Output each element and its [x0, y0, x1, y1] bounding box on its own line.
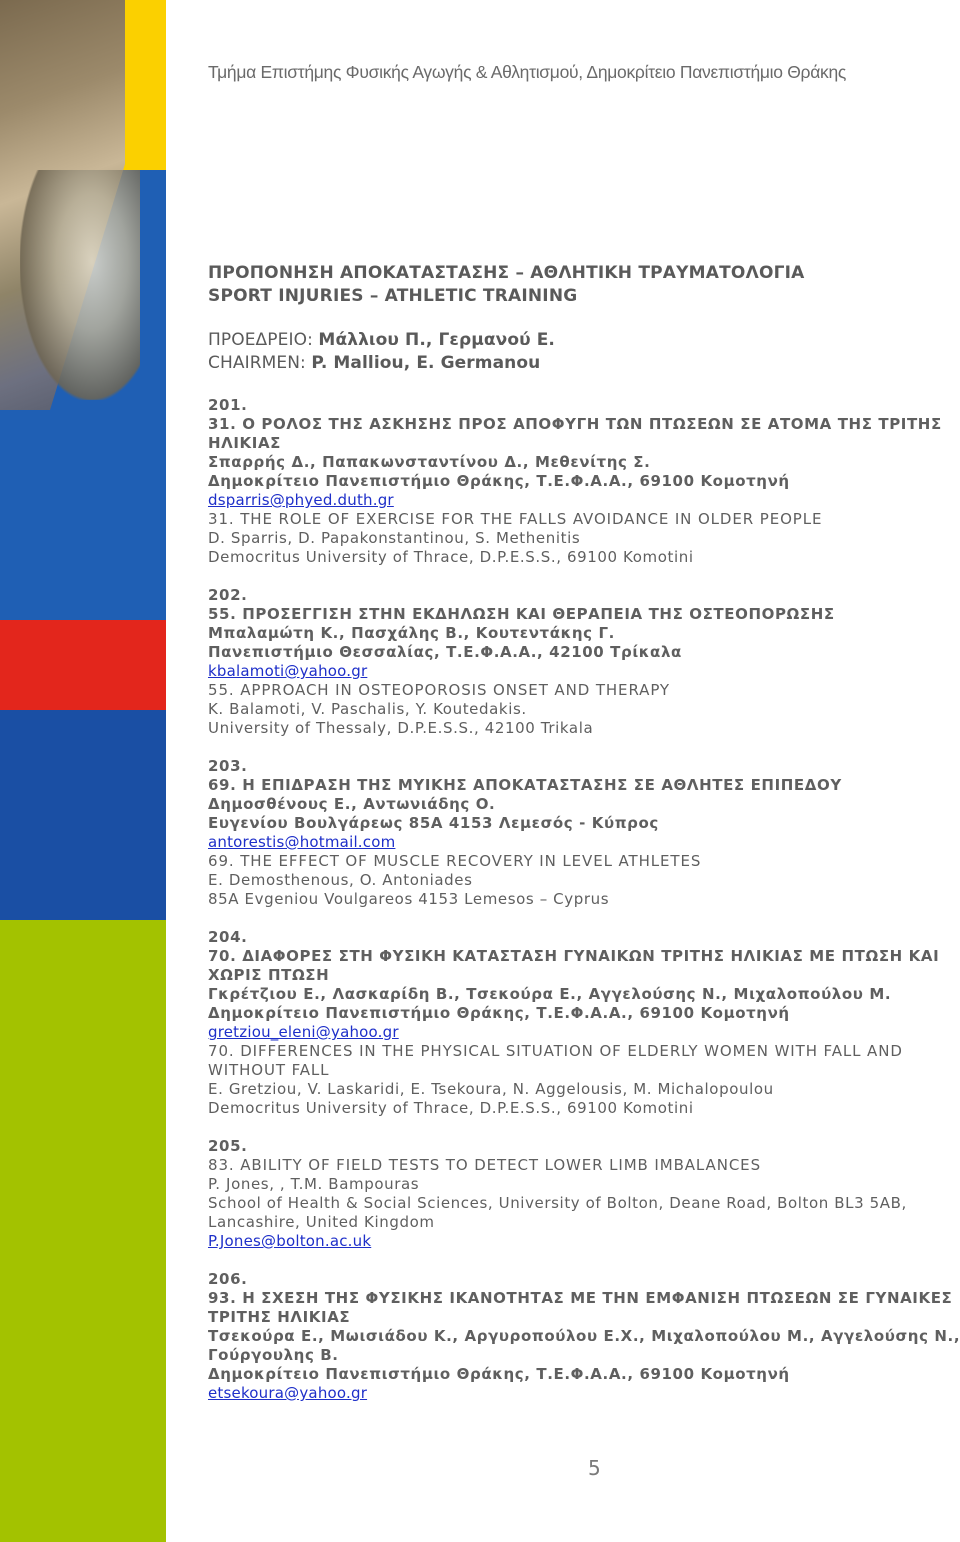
entry-affiliation-greek: Δημοκρίτειο Πανεπιστήμιο Θράκης, Τ.Ε.Φ.Α.Α., 69100 Κομοτηνή — [208, 1365, 790, 1383]
entry-number: 205. — [208, 1137, 248, 1155]
entry-title-english: 31. THE ROLE OF EXERCISE FOR THE FALLS AVOIDANCE IN OLDER PEOPLE — [208, 510, 823, 528]
entry-affiliation-english: Democritus University of Thrace, D.P.E.S.S., 69100 Komotini — [208, 1099, 694, 1117]
abstract-entry-203 — [208, 757, 958, 909]
entry-affiliation-english: Democritus University of Thrace, D.P.E.S.S., 69100 Komotini — [208, 548, 694, 566]
entry-affiliation-greek: Δημοκρίτειο Πανεπιστήμιο Θράκης, Τ.Ε.Φ.Α.Α., 69100 Κομοτηνή — [208, 1004, 790, 1022]
entry-email-link[interactable]: dsparris@phyed.duth.gr — [208, 491, 394, 509]
entry-title-english: 69. THE EFFECT OF MUSCLE RECOVERY IN LEVEL ATHLETES — [208, 852, 702, 870]
entry-authors-greek: Δημοσθένους Ε., Αντωνιάδης Ο. — [208, 795, 496, 813]
entry-affiliation-english: 85A Evgeniou Voulgareos 4153 Lemesos – Cyprus — [208, 890, 610, 908]
page-header: Τμήμα Επιστήμης Φυσικής Αγωγής & Αθλητισμού, Δημοκρίτειο Πανεπιστήμιο Θράκης — [208, 62, 847, 82]
entry-title-greek: 55. ΠΡΟΣΕΓΓΙΣΗ ΣΤΗΝ ΕΚΔΗΛΩΣΗ ΚΑΙ ΘΕΡΑΠΕΙΑ ΤΗΣ ΟΣΤΕΟΠΟΡΩΣΗΣ — [208, 605, 835, 623]
entry-affiliation-greek: Δημοκρίτειο Πανεπιστήμιο Θράκης, Τ.Ε.Φ.Α.Α., 69100 Κομοτηνή — [208, 472, 790, 490]
entry-title-greek-cont: ΗΛΙΚΙΑΣ — [208, 434, 282, 452]
chair-greek — [208, 329, 958, 352]
entry-authors-greek: Τσεκούρα Ε., Μωισιάδου Κ., Αργυροπούλου Ε.Χ., Μιχαλοπούλου Μ., Αγγελούσης Ν., — [208, 1327, 960, 1345]
entry-authors-english: P. Jones, , T.M. Bampouras — [208, 1175, 420, 1193]
entry-title-english: 83. ABILITY OF FIELD TESTS TO DETECT LOWER LIMB IMBALANCES — [208, 1156, 761, 1174]
abstract-entry-204 — [208, 928, 958, 1118]
entry-authors-english: D. Sparris, D. Papakonstantinou, S. Methenitis — [208, 529, 581, 547]
entry-authors-english: K. Balamoti, V. Paschalis, Y. Koutedakis. — [208, 700, 527, 718]
entry-title-greek: 93. Η ΣΧΕΣΗ ΤΗΣ ΦΥΣΙΚΗΣ ΙΚΑΝΟΤΗΤΑΣ ΜΕ ΤΗΝ ΕΜΦΑΝΙΣΗ ΠΤΩΣΕΩΝ ΣΕ ΓΥΝΑΙΚΕΣ — [208, 1289, 953, 1307]
entry-title-english-cont: WITHOUT FALL — [208, 1061, 330, 1079]
entry-authors-greek: Γκρέτζιου Ε., Λασκαρίδη Β., Τσεκούρα Ε., Αγγελούσης Ν., Μιχαλοπούλου Μ. — [208, 985, 892, 1003]
chair-greek-label: ΠΡΟΕΔΡΕΙΟ: — [208, 330, 313, 350]
entry-email-link[interactable]: P.Jones@bolton.ac.uk — [208, 1232, 372, 1250]
abstract-entry-206 — [208, 1270, 958, 1403]
page-number: 5 — [588, 1456, 601, 1480]
entry-authors-greek: Μπαλαμώτη Κ., Πασχάλης Β., Κουτεντάκης Γ. — [208, 624, 615, 642]
decorative-side-band — [0, 0, 166, 1542]
entry-title-greek: 31. Ο ΡΟΛΟΣ ΤΗΣ ΑΣΚΗΣΗΣ ΠΡΟΣ ΑΠΟΦΥΓΗ ΤΩΝ ΠΤΩΣΕΩΝ ΣΕ ΑΤΟΜΑ ΤΗΣ ΤΡΙΤΗΣ — [208, 415, 942, 433]
abstract-entry-202 — [208, 586, 958, 738]
entry-title-greek: 69. Η ΕΠΙΔΡΑΣΗ ΤΗΣ ΜΥΙΚΗΣ ΑΠΟΚΑΤΑΣΤΑΣΗΣ ΣΕ ΑΘΛΗΤΕΣ ΕΠΙΠΕΔΟΥ — [208, 776, 842, 794]
band-yellow-segment — [118, 0, 166, 170]
entry-affiliation-english-cont: Lancashire, United Kingdom — [208, 1213, 435, 1231]
section-title-greek: ΠΡΟΠΟΝΗΣΗ ΑΠΟΚΑΤΑΣΤΑΣΗΣ – ΑΘΛΗΤΙΚΗ ΤΡΑΥΜΑΤΟΛΟΓΙΑ — [208, 263, 805, 283]
entry-authors-greek: Σπαρρής Δ., Παπακωνσταντίνου Δ., Μεθενίτης Σ. — [208, 453, 651, 471]
abstract-entry-205 — [208, 1137, 958, 1251]
entry-title-greek-cont: ΧΩΡΙΣ ΠΤΩΣΗ — [208, 966, 330, 984]
entry-authors-english: E. Demosthenous, O. Antoniades — [208, 871, 473, 889]
chair-greek-names: Μάλλιου Π., Γερμανού Ε. — [318, 330, 555, 350]
band-green-segment — [0, 860, 166, 1542]
entry-title-greek: 70. ΔΙΑΦΟΡΕΣ ΣΤΗ ΦΥΣΙΚΗ ΚΑΤΑΣΤΑΣΗ ΓΥΝΑΙΚΩΝ ΤΡΙΤΗΣ ΗΛΙΚΙΑΣ ΜΕ ΠΤΩΣΗ ΚΑΙ — [208, 947, 940, 965]
entry-title-english: 70. DIFFERENCES IN THE PHYSICAL SITUATION OF ELDERLY WOMEN WITH FALL AND — [208, 1042, 903, 1060]
entry-affiliation-greek: Ευγενίου Βουλγάρεως 85Α 4153 Λεμεσός - Κύπρος — [208, 814, 659, 832]
entry-affiliation-english: University of Thessaly, D.P.E.S.S., 42100 Trikala — [208, 719, 594, 737]
entry-title-greek-cont: ΤΡΙΤΗΣ ΗΛΙΚΙΑΣ — [208, 1308, 351, 1326]
chair-english-label: CHAIRMEN: — [208, 353, 306, 373]
section-title-english: SPORT INJURIES – ATHLETIC TRAINING — [208, 286, 578, 306]
entry-number: 204. — [208, 928, 248, 946]
entry-number: 201. — [208, 396, 248, 414]
entry-email-link[interactable]: etsekoura@yahoo.gr — [208, 1384, 368, 1402]
entry-number: 206. — [208, 1270, 248, 1288]
entry-authors-english: E. Gretziou, V. Laskaridi, E. Tsekoura, N. Aggelousis, M. Michalopoulou — [208, 1080, 774, 1098]
entry-email-link[interactable]: gretziou_eleni@yahoo.gr — [208, 1023, 399, 1041]
entry-authors-greek-cont: Γούργουλης Β. — [208, 1346, 339, 1364]
entry-email-link[interactable]: antorestis@hotmail.com — [208, 833, 396, 851]
entry-title-english: 55. APPROACH IN OSTEOPOROSIS ONSET AND THERAPY — [208, 681, 670, 699]
abstract-entry-201 — [208, 396, 958, 567]
entry-affiliation-english: School of Health & Social Sciences, University of Bolton, Deane Road, Bolton BL3 5AB, — [208, 1194, 907, 1212]
entry-number: 202. — [208, 586, 248, 604]
entry-number: 203. — [208, 757, 248, 775]
band-photo-detail — [20, 170, 140, 400]
entry-affiliation-greek: Πανεπιστήμιο Θεσσαλίας, Τ.Ε.Φ.Α.Α., 42100 Τρίκαλα — [208, 643, 682, 661]
document-body — [208, 262, 958, 1403]
entry-email-link[interactable]: kbalamoti@yahoo.gr — [208, 662, 368, 680]
chair-english-names: P. Malliou, E. Germanou — [311, 353, 541, 373]
chair-english — [208, 352, 958, 375]
